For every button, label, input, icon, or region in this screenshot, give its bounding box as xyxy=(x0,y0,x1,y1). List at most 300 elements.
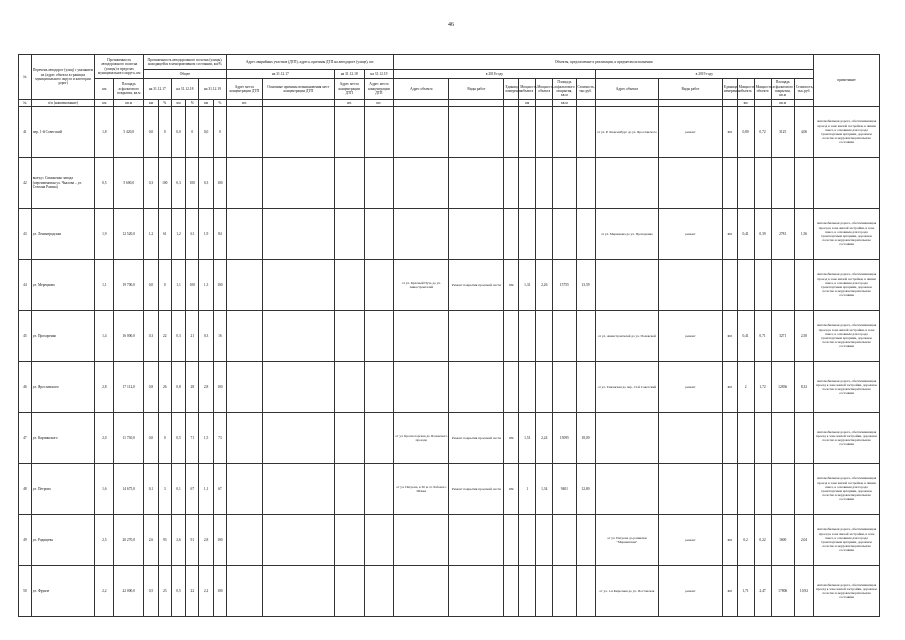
table-row xyxy=(19,362,880,413)
cell-o19area: 17806 xyxy=(771,566,794,617)
cell-c1: 0,0 xyxy=(144,107,159,158)
unit-blank-3 xyxy=(449,100,504,107)
cell-c2: 0,5 xyxy=(171,566,186,617)
cell-o19p1: 1,71 xyxy=(737,566,754,617)
cell-name: ул. Карпинского xyxy=(31,413,95,464)
cell-o18cost xyxy=(576,107,595,158)
unit-blank-7 xyxy=(595,100,659,107)
cell-o18area xyxy=(553,566,576,617)
cell-empty-12 xyxy=(334,362,364,413)
cell-o19work xyxy=(659,158,723,209)
cell-o19addr: от ул. Таманская до пер. 13-й Советский xyxy=(595,362,659,413)
cell-o18p2 xyxy=(536,158,553,209)
cell-p3: 100 xyxy=(214,158,227,209)
unit-km-3: км xyxy=(199,100,214,107)
cell-o19p2: 0,39 xyxy=(754,209,771,260)
cell-o18p1 xyxy=(519,362,536,413)
cell-c2: 0,5 xyxy=(171,413,186,464)
cell-note xyxy=(814,158,880,209)
cell-c1: 0,3 xyxy=(144,158,159,209)
cell-o18p2 xyxy=(536,311,553,362)
table-row xyxy=(19,515,880,566)
cell-n: 50 xyxy=(19,566,32,617)
cell-o19addr: от ул. 1-я Кирочная до ул. Постовская xyxy=(595,566,659,617)
cell-name: ул. Ленинградская xyxy=(31,209,95,260)
cell-p2: 22 xyxy=(186,566,199,617)
unit-sq-2: кв.м xyxy=(553,100,576,107)
cell-name: ул. Прохоренко xyxy=(31,311,95,362)
cell-p2: 61 xyxy=(186,209,199,260)
cell-p1: 22 xyxy=(158,311,171,362)
cell-o19work xyxy=(659,413,723,464)
cell-empty-12 xyxy=(334,260,364,311)
cell-o18work xyxy=(449,566,504,617)
cell-len: 1,4 xyxy=(95,311,114,362)
cell-o18p1 xyxy=(519,107,536,158)
cell-empty-12 xyxy=(334,158,364,209)
unit-km-2: км xyxy=(171,100,186,107)
header-dtp-addr: Адрес места концентрации ДТП xyxy=(226,79,262,100)
cell-area: 5 600,0 xyxy=(114,158,144,209)
cell-empty-11 xyxy=(262,158,334,209)
cell-o18unit: км xyxy=(504,260,519,311)
cell-o18area xyxy=(553,515,576,566)
cell-o19p2: 1,72 xyxy=(754,362,771,413)
cell-empty-11 xyxy=(262,209,334,260)
cell-o19addr: от ул. Авиастроителей до ул. Полевской xyxy=(595,311,659,362)
cell-c3: 0,3 xyxy=(199,158,214,209)
cell-empty-13 xyxy=(364,566,394,617)
cell-o18cost xyxy=(576,566,595,617)
unit-km-5: км xyxy=(737,100,754,107)
header-d2: на 31.12.18 xyxy=(171,79,199,100)
cell-name: ул. Радищева xyxy=(31,515,95,566)
cell-o19area xyxy=(771,464,794,515)
cell-o18p1: 1 xyxy=(519,464,536,515)
cell-o18p1 xyxy=(519,566,536,617)
cell-o18p2 xyxy=(536,515,553,566)
unit-blank-9 xyxy=(722,100,737,107)
unit-shtuk-2: шт. xyxy=(334,100,364,107)
cell-c1: 0,1 xyxy=(144,464,159,515)
cell-o18p2 xyxy=(536,362,553,413)
page-number: 46 xyxy=(448,22,454,28)
table-row xyxy=(19,158,880,209)
cell-o19area: 3271 xyxy=(771,311,794,362)
cell-p1: 100 xyxy=(158,158,171,209)
cell-n: 46 xyxy=(19,362,32,413)
cell-empty-13 xyxy=(364,413,394,464)
cell-note: Автомобильная дорога, обеспечивающая проезд к зоне жилой застройки, в зоне школ, к основным для города транспортным артериям, дорожное полотно в неудовлетворительном состоянии xyxy=(814,209,880,260)
unit-row-num: № xyxy=(19,100,32,107)
cell-empty-12 xyxy=(334,311,364,362)
cell-n: 42 xyxy=(19,158,32,209)
cell-c1: 2,6 xyxy=(144,515,159,566)
cell-o19p1: 0,41 xyxy=(737,311,754,362)
cell-o19p2 xyxy=(754,260,771,311)
cell-o19work: ремонт xyxy=(659,311,723,362)
cell-len: 0,5 xyxy=(95,158,114,209)
header-unit-2019: Единица измерения xyxy=(722,79,737,100)
cell-o18unit xyxy=(504,209,519,260)
header-2019: в 2019 году xyxy=(595,70,814,79)
table-row xyxy=(19,107,880,158)
cell-area: 20 270,0 xyxy=(114,515,144,566)
cell-empty-12 xyxy=(334,515,364,566)
cell-c2: 2,6 xyxy=(171,515,186,566)
cell-c3: 2,8 xyxy=(199,362,214,413)
unit-km-1: км xyxy=(144,100,159,107)
unit-km: км xyxy=(95,100,114,107)
cell-o18p2: 2,26 xyxy=(536,260,553,311)
header-objects: Объекты, предлагаемые к реализации, к предметам исполнения xyxy=(394,55,814,70)
cell-note: Автомобильная дорога, обеспечивающая проезд к зоне жилой застройки, дорожное полотно в неудовлетворительном состоянии xyxy=(814,413,880,464)
cell-o19unit: км xyxy=(722,209,737,260)
unit-shtuk-1: шт. xyxy=(226,100,262,107)
cell-c2: 1,1 xyxy=(171,260,186,311)
unit-pct-2: % xyxy=(186,100,199,107)
cell-empty-13 xyxy=(364,362,394,413)
cell-o18work xyxy=(449,515,504,566)
cell-o18addr xyxy=(394,311,449,362)
cell-n: 45 xyxy=(19,311,32,362)
cell-o18work xyxy=(449,158,504,209)
cell-c3: 2,8 xyxy=(199,515,214,566)
cell-empty-11 xyxy=(262,107,334,158)
cell-empty-10 xyxy=(226,158,262,209)
cell-name: ул. Мерецкова xyxy=(31,260,95,311)
cell-area: 19 700,0 xyxy=(114,260,144,311)
table-row xyxy=(19,260,880,311)
cell-empty-12 xyxy=(334,566,364,617)
cell-area: 22 000,0 xyxy=(114,566,144,617)
cell-p1: 3 xyxy=(158,464,171,515)
cell-o19cost xyxy=(794,413,813,464)
cell-empty-10 xyxy=(226,107,262,158)
cell-len: 2,0 xyxy=(95,413,114,464)
cell-o18p1: 1,51 xyxy=(519,413,536,464)
cell-p1: 61 xyxy=(158,209,171,260)
cell-area: 12 520,0 xyxy=(114,209,144,260)
cell-o18work xyxy=(449,209,504,260)
cell-p1: 0 xyxy=(158,260,171,311)
cell-c1: 0,3 xyxy=(144,311,159,362)
cell-o18addr xyxy=(394,209,449,260)
cell-c3: 1,5 xyxy=(199,413,214,464)
header-d3: на 31.12.19 xyxy=(199,79,227,100)
cell-c3: 2,2 xyxy=(199,566,214,617)
header-work-2019: Виды работ xyxy=(659,79,723,100)
unit-blank-8 xyxy=(659,100,723,107)
cell-o19p1 xyxy=(737,260,754,311)
cell-o19addr xyxy=(595,158,659,209)
cell-o19addr xyxy=(595,464,659,515)
header-unit-2018: Единица измерения xyxy=(504,79,519,100)
cell-o18area xyxy=(553,158,576,209)
cell-empty-10 xyxy=(226,464,262,515)
unit-blank-5 xyxy=(536,100,553,107)
cell-o18addr xyxy=(394,107,449,158)
cell-empty-12 xyxy=(334,464,364,515)
cell-o18p1 xyxy=(519,158,536,209)
cell-o18area: 9401 xyxy=(553,464,576,515)
cell-area: 14 675,0 xyxy=(114,464,144,515)
cell-c2: 1,2 xyxy=(171,209,186,260)
cell-o19p2: 0,72 xyxy=(754,107,771,158)
cell-c3: 0,0 xyxy=(199,107,214,158)
cell-o18cost: 18,00 xyxy=(576,413,595,464)
cell-c2: 0,1 xyxy=(171,464,186,515)
cell-o19cost xyxy=(794,260,813,311)
cell-o18p2 xyxy=(536,107,553,158)
header-condition: Протяженность автодорожного полотна (улицы), находящейся в ненормативном состоянии, км/% xyxy=(144,55,227,70)
cell-o19work: ремонт xyxy=(659,515,723,566)
header-note: примечание xyxy=(814,55,880,107)
cell-o19cost: 1,56 xyxy=(794,209,813,260)
cell-o19area: 3125 xyxy=(771,107,794,158)
cell-empty-13 xyxy=(364,464,394,515)
cell-empty-10 xyxy=(226,413,262,464)
header-power-2019: Мощность объекта xyxy=(737,79,754,100)
cell-o19unit xyxy=(722,413,737,464)
cell-note: Автомобильная дорога, обеспечивающая проезд к зоне жилой застройки, дорожное полотно в неудовлетворительном состоянии xyxy=(814,362,880,413)
cell-name: выезд с Симоненко завода (переименован ул. Чкалова – ул. Степана Разина) xyxy=(31,158,95,209)
cell-o19p1: 0,2 xyxy=(737,515,754,566)
cell-o19p1 xyxy=(737,464,754,515)
cell-o18p1 xyxy=(519,209,536,260)
cell-o18cost xyxy=(576,515,595,566)
header-d4: на 31.12.17 xyxy=(226,70,334,79)
cell-empty-10 xyxy=(226,260,262,311)
cell-empty-12 xyxy=(334,413,364,464)
cell-o18work xyxy=(449,311,504,362)
cell-p3: 73 xyxy=(214,413,227,464)
cell-o19work: ремонт xyxy=(659,107,723,158)
header-length: Протяженность автодорожного полотна (улицы) в пределах муниципального округа, км xyxy=(95,55,144,79)
cell-o19p1 xyxy=(737,158,754,209)
cell-empty-11 xyxy=(262,464,334,515)
cell-o18addr xyxy=(394,515,449,566)
cell-c2: 0,3 xyxy=(171,158,186,209)
cell-note: Автомобильная дорога, обеспечивающая проезд к зоне жилой застройки, в зоне школ, к основным для города транспортным артериям, дорожное полотно в неудовлетворительном состоянии xyxy=(814,311,880,362)
unit-pct-3: % xyxy=(214,100,227,107)
cell-empty-11 xyxy=(262,311,334,362)
cell-o18work xyxy=(449,362,504,413)
header-addr-2019: Адрес объекта xyxy=(595,79,659,100)
cell-empty-10 xyxy=(226,362,262,413)
header-area-2018: Площадь асфальтового покрытия, кв.м xyxy=(553,79,576,100)
cell-o19work: ремонт xyxy=(659,209,723,260)
cell-p2: 21 xyxy=(186,311,199,362)
table-row xyxy=(19,311,880,362)
cell-n: 48 xyxy=(19,464,32,515)
cell-o18cost xyxy=(576,362,595,413)
cell-o18unit: км xyxy=(504,413,519,464)
cell-empty-13 xyxy=(364,209,394,260)
header-d5: на 31.12.18 xyxy=(334,70,364,79)
table-row xyxy=(19,464,880,515)
unit-km-4: км xyxy=(519,100,536,107)
cell-note: Автомобильная дорога, обеспечивающая проезд к зоне жилой застройки, дорожное полотно в неудовлетворительном состоянии xyxy=(814,566,880,617)
cell-o18work: Ремонт покрытия проезжей части xyxy=(449,260,504,311)
cell-o19cost xyxy=(794,464,813,515)
cell-p2: 71 xyxy=(186,413,199,464)
cell-p1: 23 xyxy=(158,566,171,617)
unit-shtuk-3: шт. xyxy=(364,100,394,107)
cell-o18p1 xyxy=(519,515,536,566)
cell-p3: 100 xyxy=(214,260,227,311)
cell-o19work: ремонт xyxy=(659,566,723,617)
cell-o18p2: 1,34 xyxy=(536,464,553,515)
unit-sq-3: кв.м xyxy=(771,100,794,107)
cell-empty-13 xyxy=(364,515,394,566)
table-row xyxy=(19,413,880,464)
cell-o18cost xyxy=(576,209,595,260)
cell-o18area: 15755 xyxy=(553,260,576,311)
cell-o19cost: 2,50 xyxy=(794,311,813,362)
cell-o18area xyxy=(553,362,576,413)
cell-o18p1 xyxy=(519,311,536,362)
cell-empty-12 xyxy=(334,107,364,158)
cell-o18unit xyxy=(504,107,519,158)
header-area: Площадь асфальтового покрытия, кв.м xyxy=(114,79,144,100)
cell-p3: 100 xyxy=(214,566,227,617)
cell-p2: 100 xyxy=(186,158,199,209)
cell-len: 2,8 xyxy=(95,362,114,413)
cell-c1: 0,0 xyxy=(144,260,159,311)
header-cost-2019: Стоимость, тыс.руб. xyxy=(794,79,813,100)
cell-empty-10 xyxy=(226,515,262,566)
cell-o19p2 xyxy=(754,464,771,515)
header-power2-2018: Мощность объекта xyxy=(536,79,553,100)
cell-c2: 0,8 xyxy=(171,362,186,413)
header-row-num: № xyxy=(19,55,32,100)
unit-blank-11 xyxy=(794,100,813,107)
cell-name: ул. Петрова xyxy=(31,464,95,515)
unit-blank-4 xyxy=(504,100,519,107)
cell-o18unit xyxy=(504,158,519,209)
header-d6: на 31.12.19 xyxy=(364,70,394,79)
header-power2-2019: Мощность объекта xyxy=(754,79,771,100)
cell-c3: 1,1 xyxy=(199,464,214,515)
cell-o19unit: км xyxy=(722,107,737,158)
cell-p3: 67 xyxy=(214,464,227,515)
cell-empty-11 xyxy=(262,515,334,566)
cell-o18p2 xyxy=(536,566,553,617)
cell-empty-10 xyxy=(226,209,262,260)
cell-o19area xyxy=(771,158,794,209)
cell-o18addr: от ул. Красный Путь до ул. Авиастроителей xyxy=(394,260,449,311)
cell-n: 44 xyxy=(19,260,32,311)
unit-col-no: п/п (наименование) xyxy=(31,100,95,107)
cell-o19work xyxy=(659,464,723,515)
cell-o18p2 xyxy=(536,209,553,260)
cell-empty-11 xyxy=(262,566,334,617)
cell-len: 2,2 xyxy=(95,566,114,617)
cell-o18cost xyxy=(576,158,595,209)
cell-c1: 0,5 xyxy=(144,566,159,617)
cell-o19p2 xyxy=(754,158,771,209)
cell-p2: 100 xyxy=(186,260,199,311)
cell-o19area: 1600 xyxy=(771,515,794,566)
header-d1: на 31.12.17 xyxy=(144,79,172,100)
cell-area: 5 420,0 xyxy=(114,107,144,158)
cell-p3: 100 xyxy=(214,515,227,566)
cell-o19p2: 0,22 xyxy=(754,515,771,566)
table-row xyxy=(19,209,880,260)
cell-len: 1,9 xyxy=(95,209,114,260)
cell-area: 11 730,0 xyxy=(114,413,144,464)
cell-o18area xyxy=(553,311,576,362)
cell-o18unit xyxy=(504,362,519,413)
cell-o18p1: 1,31 xyxy=(519,260,536,311)
cell-empty-13 xyxy=(364,107,394,158)
cell-c3: 0,3 xyxy=(199,311,214,362)
cell-o18work: Ремонт покрытия проезжей части xyxy=(449,464,504,515)
cell-n: 41 xyxy=(19,107,32,158)
header-work-2018: Виды работ xyxy=(449,79,504,100)
cell-c1: 1,2 xyxy=(144,209,159,260)
cell-o19addr xyxy=(595,260,659,311)
cell-o18addr: от ул. Красногорская до Полевского проезда xyxy=(394,413,449,464)
cell-name: пер. 1-й Советский xyxy=(31,107,95,158)
header-dtp-addr-2: Адрес места концентрации ДТП xyxy=(334,79,364,100)
cell-o18area: 15095 xyxy=(553,413,576,464)
cell-o19area: 12836 xyxy=(771,362,794,413)
cell-p1: 0 xyxy=(158,413,171,464)
cell-o19p2 xyxy=(754,413,771,464)
cell-o18addr xyxy=(394,362,449,413)
cell-area: 16 000,0 xyxy=(114,311,144,362)
cell-empty-11 xyxy=(262,413,334,464)
unit-blank-1 xyxy=(262,100,334,107)
cell-c1: 0,8 xyxy=(144,362,159,413)
cell-c3: 1,3 xyxy=(199,260,214,311)
cell-note: Автомобильная дорога, обеспечивающая проезд к зоне жилой застройки, к линии школ, к основным для города транспортным артериям, дорожное полотно в неудовлетворительном состоянии xyxy=(814,464,880,515)
header-dtp: Адрес аварийных участков (ДТП), адреса, причины ДТП на автодороге (улице), шт. xyxy=(226,55,393,70)
unit-pct-1: % xyxy=(158,100,171,107)
cell-o19area xyxy=(771,413,794,464)
cell-len: 2,5 xyxy=(95,515,114,566)
cell-o18cost xyxy=(576,311,595,362)
cell-o19cost xyxy=(794,158,813,209)
header-addr-2018: Адрес объекта xyxy=(394,79,449,100)
cell-o19p1: 2 xyxy=(737,362,754,413)
cell-p3: 84 xyxy=(214,209,227,260)
cell-o19area: 2781 xyxy=(771,209,794,260)
cell-o19cost: 4,06 xyxy=(794,107,813,158)
cell-o19cost: 10,92 xyxy=(794,566,813,617)
header-2018: в 2018 году xyxy=(394,70,595,79)
cell-o18cost: 12,80 xyxy=(576,464,595,515)
cell-o18cost: 13,59 xyxy=(576,260,595,311)
cell-o19unit: км xyxy=(722,515,737,566)
cell-p3: 16 xyxy=(214,311,227,362)
cell-o19p1: 0,41 xyxy=(737,209,754,260)
cell-o19addr: от ул. Патрона до развилки "Маршевская" xyxy=(595,515,659,566)
cell-p1: 0 xyxy=(158,107,171,158)
cell-name: ул. Ярославского xyxy=(31,362,95,413)
cell-p2: 0 xyxy=(186,107,199,158)
cell-o19unit xyxy=(722,260,737,311)
road-repair-table xyxy=(18,54,880,617)
cell-empty-12 xyxy=(334,209,364,260)
cell-empty-10 xyxy=(226,566,262,617)
cell-o18unit xyxy=(504,515,519,566)
cell-o18addr: от ул. Патрона, в 30 м от Лобового Шлака xyxy=(394,464,449,515)
cell-o18work xyxy=(449,107,504,158)
cell-p2: 28 xyxy=(186,362,199,413)
